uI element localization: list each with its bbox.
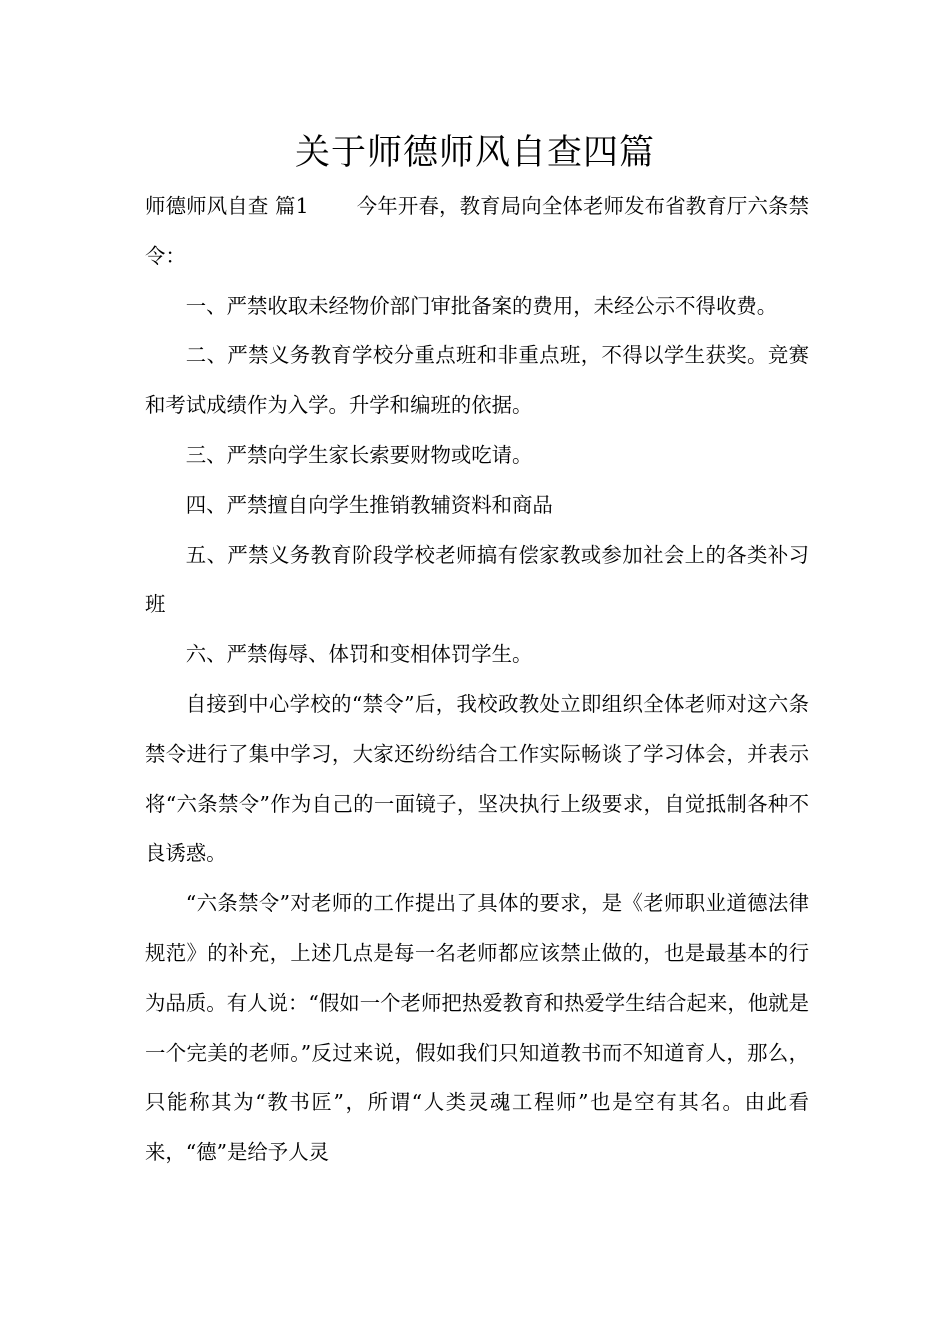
document-title: 关于师德师风自查四篇 (294, 133, 655, 173)
intro-text: 今年开春，教育局向全体老师发布省教育厅六条禁令： (145, 194, 809, 268)
rule-6: 六、严禁侮辱、体罚和变相体罚学生。 (185, 642, 533, 667)
rule-5: 五、严禁义务教育阶段学校老师搞有偿家教或参加社会上的各类补习班 (145, 542, 809, 617)
intro-paragraph (145, 182, 809, 282)
section-label: 师德师风自查 篇1 (145, 194, 309, 218)
rule-4: 四、严禁擅自向学生推销教辅资料和商品 (185, 492, 553, 517)
body-paragraph-1: 自接到中心学校的“禁令”后，我校政教处立即组织全体老师对这六条禁令进行了集中学习，大家还纷纷结合工作实际畅谈了学习体会，并表示将“六条禁令”作为自己的一面镜子，坚决执行上级要求，自觉抵制各种不良诱惑。 (145, 691, 809, 866)
rule-2: 二、严禁义务教育学校分重点班和非重点班，不得以学生获奖。竞赛和考试成绩作为入学。升学和编班的依据。 (145, 343, 809, 418)
rule-1: 一、严禁收取未经物价部门审批备案的费用，未经公示不得收费。 (185, 293, 778, 318)
rule-3: 三、严禁向学生家长索要财物或吃请。 (185, 442, 533, 467)
document-body (145, 182, 809, 1178)
body-paragraph-2: “六条禁令”对老师的工作提出了具体的要求，是《老师职业道德法律规范》的补充，上述几点是每一名老师都应该禁止做的，也是最基本的行为品质。有人说：“假如一个老师把热爱教育和热爱学生结合起来，他就是一个完美的老师。”反过来说，假如我们只知道教书而不知道育人，那么，只能称其为“教书匠”，所谓“人类灵魂工程师”也是空有其名。由此看来，“德”是给予人灵 (145, 891, 809, 1165)
